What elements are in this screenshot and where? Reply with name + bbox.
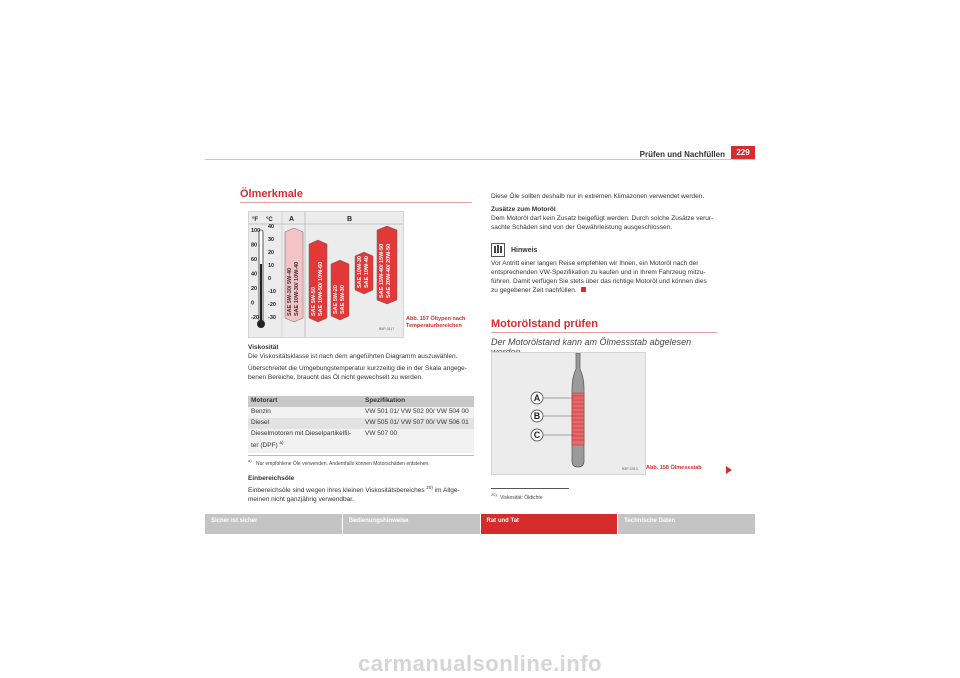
tick-label-f: -20 [251, 315, 259, 321]
group-b-label: B [347, 216, 353, 223]
viscosity-bar-label: SAE 15W-40/ 15W-50 [379, 243, 385, 298]
next-page-arrow-icon[interactable] [726, 466, 732, 474]
dipstick-graphic [492, 353, 645, 474]
viscosity-bar-label: SAE 10W-50/ 10W-60 [318, 261, 324, 316]
single-grade-paragraph-a [248, 483, 474, 495]
table-cell [248, 429, 362, 453]
table-row [248, 429, 474, 453]
note-line: Vor Antritt einer langen Reise empfehlen wir Ihnen, ein Motoröl nach der [491, 260, 699, 267]
extreme-climate-paragraph: Diese Öle sollten deshalb nur in extremen Klimazonen verwendet werden. [491, 193, 705, 200]
tick-label-f: 60 [251, 257, 258, 263]
tick-label-f: 0 [251, 300, 255, 307]
figure-157-caption-line1: Abb. 157 Öltypen nach [406, 316, 466, 322]
section-oil-properties [240, 188, 472, 203]
table-cell: Diesel [248, 418, 362, 429]
footnote-text-20: Viskosität: Öldichte [500, 494, 543, 501]
tick-label-f: 80 [251, 242, 258, 249]
mark-a: A [533, 393, 541, 403]
tick-label-c: -30 [268, 315, 276, 321]
viscosity-bar-label: SAE 10W-30/ 10W-40 [294, 261, 300, 316]
viscosity-bar-label: SAE 20W-40/ 20W-50 [386, 243, 392, 298]
tick-label-c: -10 [268, 289, 276, 295]
running-header-title: Prüfen und Nachfüllen [639, 150, 725, 159]
section-rule [240, 202, 472, 203]
dpf-line-1: Dieselmotoren mit Dieselpartikelfil- [251, 430, 352, 437]
footnote-mark-20: 20) [491, 492, 497, 497]
viscosity-bar-label: SAE 5W-20 [333, 285, 339, 314]
section2-subtitle: Der Motorölstand kann am Ölmessstab abgelesen [491, 337, 692, 347]
tab-tips[interactable]: Rat und Tat [481, 514, 618, 534]
single-grade-heading: Einbereichsöle [248, 475, 295, 482]
table-row [248, 407, 474, 418]
viscosity-paragraph-1: Die Viskositätsklasse ist nach dem angeführten Diagramm auszuwählen. [248, 353, 458, 360]
viscosity-chart-graphic [249, 212, 403, 337]
figure-157-caption-line2: Temperaturbereichen [406, 323, 462, 329]
col-header-engine: Motorart [248, 396, 362, 407]
unit-c-label: °C [266, 217, 273, 223]
note-heading: Hinweis [511, 246, 538, 254]
figure-158-caption: Abb. 158 Ölmessstab [646, 465, 702, 471]
viscosity-bar-label: SAE 10W-40 [364, 256, 370, 288]
viscosity-bar-label: SAE 5W-30/ 5W-40 [287, 267, 293, 316]
single-grade-text-post: im Allge- [432, 487, 460, 495]
viscosity-text [248, 343, 474, 382]
end-marker-icon [581, 287, 586, 292]
table-header-row [248, 396, 474, 407]
figure-code: B5P-0117 [379, 327, 395, 331]
tab-technical-data[interactable]: Technische Daten [618, 514, 755, 534]
note-heading-row [491, 243, 717, 257]
viscosity-bar-label: SAE 5W-30 [340, 285, 346, 314]
tick-label-c: 0 [268, 276, 272, 282]
tick-label-f: 40 [251, 271, 258, 278]
note-line [491, 286, 717, 295]
footnote-ref-20: 20) [426, 485, 433, 490]
table-cell: VW 507 00 [362, 429, 474, 453]
viscosity-chart [248, 211, 404, 338]
viscosity-bar-label: SAE 5W-50 [311, 287, 317, 316]
header-rule [205, 159, 755, 160]
footnote-rule [491, 488, 569, 489]
right-column-top [491, 192, 717, 232]
right-footnote [491, 492, 691, 501]
tick-label-c: 20 [268, 250, 275, 256]
tick-label-c: 10 [268, 263, 275, 269]
additives-paragraph-b: sachte Schäden sind von der Gewährleistung ausgeschlossen. [491, 224, 673, 231]
chapter-tab-bar [205, 514, 755, 534]
table-rule [248, 455, 474, 456]
viscosity-bar-label: SAE 10W-30 [357, 256, 363, 288]
dipstick-figure [491, 352, 646, 475]
table-row [248, 418, 474, 429]
mark-b: B [533, 411, 541, 421]
single-grade-text-pre: Einbereichsöle sind wegen ihres kleinen Viskositätsbereiches [248, 487, 425, 495]
tab-operation[interactable]: Bedienungshinweise [343, 514, 480, 534]
table-cell: Benzin [248, 407, 362, 418]
note-line: entsprechenden VW-Spezifikation zu kaufen und in Ihrem Fahrzeug mitzu- [491, 269, 706, 276]
footnote-mark: a) [248, 458, 252, 463]
tick-label-c: -20 [268, 302, 276, 308]
section2-rule [491, 332, 717, 333]
single-grade-text [248, 474, 474, 504]
footnote-text: Nur empfohlene Öle verwenden. Andernfalls können Motorschäden entstehen. [255, 460, 430, 467]
additives-paragraph-a: Dem Motoröl darf kein Zusatz beigefügt werden. Durch solche Zusätze verur- [491, 215, 714, 222]
unit-f-label: °F [252, 217, 259, 223]
note-icon [491, 243, 505, 257]
footnote-ref: a) [279, 440, 284, 445]
dipstick-code: B5P-0013 [622, 467, 638, 471]
viscosity-heading: Viskosität [248, 344, 279, 351]
viscosity-paragraph-2a: Überschreitet die Umgebungstemperatur kurzzeitig die in der Skala angege- [248, 365, 467, 372]
note-line-text: zu gegebener Zeit nachfüllen. [491, 287, 577, 294]
tick-label-f: 100 [251, 228, 261, 234]
viscosity-paragraph-2b: benen Bereiche, braucht das Öl nicht gewechselt zu werden. [248, 374, 423, 381]
section-title: Ölmerkmale [240, 188, 303, 200]
tick-label-c: 40 [268, 224, 275, 230]
dpf-line-2: ter (DPF) [251, 442, 278, 450]
note-block [491, 243, 717, 295]
mark-c: C [533, 430, 541, 440]
watermark: carmanualsonline.info [358, 651, 602, 676]
additives-heading: Zusätze zum Motoröl [491, 206, 556, 213]
group-a-label: A [289, 216, 295, 223]
table-cell: VW 501 01/ VW 502 00/ VW 504 00 [362, 407, 474, 418]
tick-label-c: 30 [268, 237, 275, 243]
tab-safety[interactable]: Sicher ist sicher [205, 514, 342, 534]
page-number: 229 [731, 146, 755, 159]
section2-title: Motorölstand prüfen [491, 318, 598, 330]
table-cell: VW 505 01/ VW 507 00/ VW 506 01 [362, 418, 474, 429]
table-footnote [248, 458, 478, 467]
col-header-spec: Spezifikation [362, 396, 474, 407]
figure-157-caption [406, 316, 476, 330]
oil-spec-table [248, 396, 474, 453]
single-grade-paragraph-b: meinen nicht ganzjährig verwendbar. [248, 496, 354, 504]
note-text [491, 259, 717, 295]
tick-label-f: 20 [251, 286, 258, 292]
note-line: führen. Damit verfügen Sie stets über das richtige Motoröl und können dies [491, 278, 707, 285]
